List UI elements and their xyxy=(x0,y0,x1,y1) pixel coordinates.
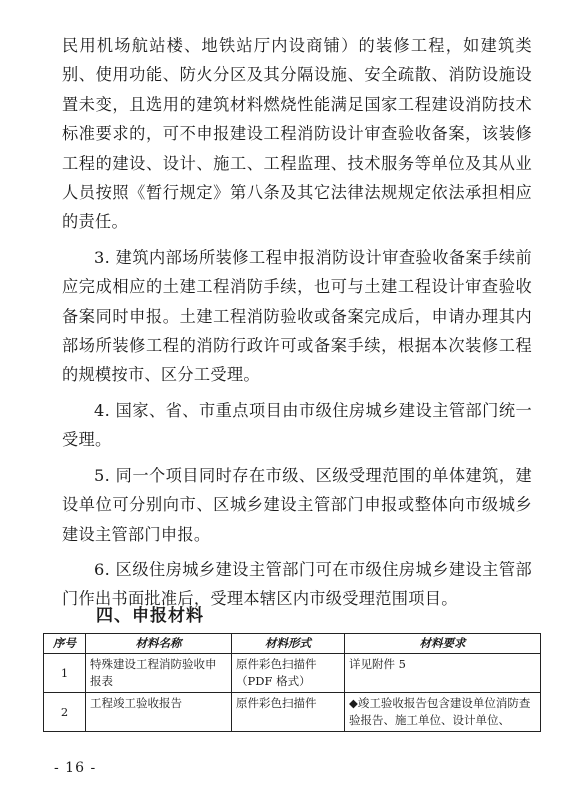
material-name: 工程竣工验收报告 xyxy=(86,693,232,732)
row-number: 1 xyxy=(44,654,86,693)
materials-table xyxy=(43,633,541,732)
paragraph-item-3: 3. 建筑内部场所装修工程申报消防设计审查验收备案手续前应完成相应的土建工程消防手续，也可与土建工程设计审查验收备案同时申报。土建工程消防验收或备案完成后，申请办理其内部场所装修工程的消防行政许可或备案手续，根据本次装修工程的规模按市、区分工受理。 xyxy=(62,247,532,385)
material-requirement: ◆竣工验收报告包含建设单位消防查验报告、施工单位、设计单位、 xyxy=(345,693,541,732)
table-row xyxy=(44,654,541,693)
section-heading: 四、申报材料 xyxy=(96,606,204,626)
material-form: 原件彩色扫描件 xyxy=(232,693,345,732)
paragraph-continuation: 民用机场航站楼、地铁站厅内设商铺）的装修工程，如建筑类别、使用功能、防火分区及其分隔设施、安全疏散、消防设施设置未变，且选用的建筑材料燃烧性能满足国家工程建设消防技术标准要求的，可不申报建设工程消防设计审查验收备案，该装修工程的建设、设计、施工、工程监理、技术服务等单位及其从业人员按照《暂行规定》第八条及其它法律法规规定依法承担相应的责任。 xyxy=(62,36,532,232)
paragraph-item-4: 4. 国家、省、市重点项目由市级住房城乡建设主管部门统一受理。 xyxy=(62,400,532,450)
material-name: 特殊建设工程消防验收申报表 xyxy=(86,654,232,693)
material-requirement: 详见附件 5 xyxy=(345,654,541,693)
header-number: 序号 xyxy=(44,634,86,654)
row-number: 2 xyxy=(44,693,86,732)
header-material-form: 材料形式 xyxy=(232,634,345,654)
paragraph-item-5: 5. 同一个项目同时存在市级、区级受理范围的单体建筑，建设单位可分别向市、区城乡建设主管部门申报或整体向市级城乡建设主管部门申报。 xyxy=(62,465,532,544)
paragraph-item-6: 6. 区级住房城乡建设主管部门可在市级住房城乡建设主管部门作出书面批准后，受理本辖区内市级受理范围项目。 xyxy=(62,559,532,609)
material-form: 原件彩色扫描件（PDF 格式） xyxy=(232,654,345,693)
body-text xyxy=(62,31,532,614)
page-number: - 16 - xyxy=(54,760,97,776)
table-row xyxy=(44,693,541,732)
header-material-name: 材料名称 xyxy=(86,634,232,654)
header-material-requirement: 材料要求 xyxy=(345,634,541,654)
table-header-row xyxy=(44,634,541,654)
